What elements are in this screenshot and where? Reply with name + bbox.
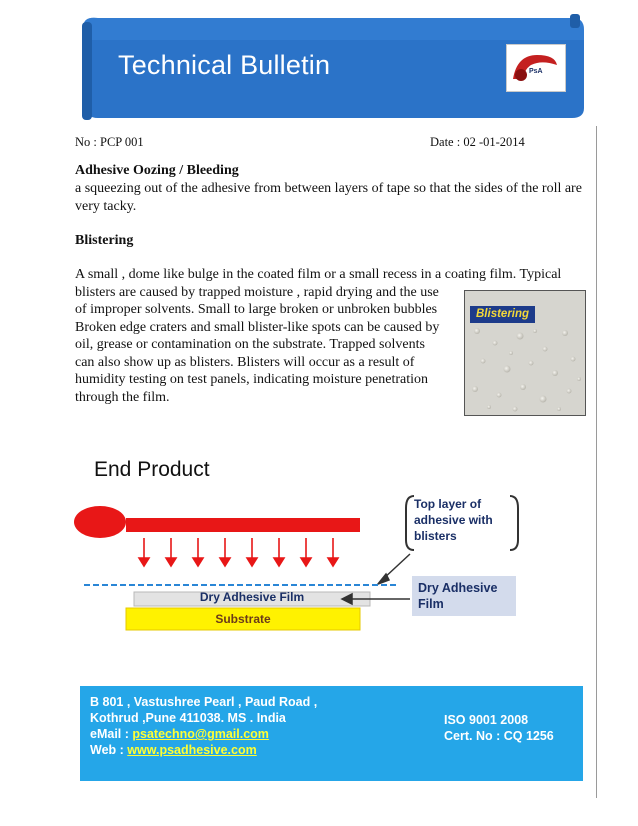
bulletin-number: No : PCP 001 <box>75 135 144 149</box>
web-row: Web : www.psadhesive.com <box>90 743 257 757</box>
bulletin-date: Date : 02 -01-2014 <box>430 135 525 149</box>
blistering-line: oil, grease or contamination on the substrate. Trapped solvents <box>75 337 425 352</box>
blistering-line: of improper solvents. Small to large broken or unbroken bubbles <box>75 302 438 317</box>
tape-roll-blob <box>74 506 126 538</box>
blistering-photo-label: Blistering <box>470 306 535 323</box>
substrate-label: Substrate <box>215 612 271 626</box>
email-row: eMail : psatechno@gmail.com <box>90 727 269 741</box>
blistering-line: humidity testing on test panels, indicating moisture penetration <box>75 372 429 387</box>
iso-certification: ISO 9001 2008 <box>444 713 529 727</box>
adhesive-top-layer <box>126 518 360 532</box>
down-arrows-icon <box>139 538 338 566</box>
page-title: Technical Bulletin <box>118 50 331 80</box>
logo-text: PsA <box>529 68 543 75</box>
dry-adhesive-note: Dry Adhesive Film <box>418 581 498 611</box>
page-border-line <box>596 126 597 798</box>
top-layer-note: Top layer of adhesive with blisters <box>414 497 493 543</box>
logo-icon <box>507 45 565 91</box>
blistering-line: A small , dome like bulge in the coated film or a small recess in a coating film. Typical <box>75 267 562 282</box>
pointer-arrow-icon <box>378 554 410 584</box>
blistering-line: blisters are caused by trapped moisture , rapid drying and the use <box>75 284 439 300</box>
address-line-2: Kothrud ,Pune 411038. MS . India <box>90 711 286 725</box>
certificate-number: Cert. No : CQ 1256 <box>444 729 554 743</box>
section-heading-oozing: Adhesive Oozing / Bleeding <box>75 163 239 178</box>
section-body-oozing: a squeezing out of the adhesive from between layers of tape so that the sides of the roll are very tacky. <box>75 181 582 214</box>
diagram-title: End Product <box>94 458 210 481</box>
company-logo <box>506 44 566 92</box>
blistering-line: through the film. <box>75 389 170 405</box>
section-heading-blistering: Blistering <box>75 233 134 248</box>
website-link[interactable]: www.psadhesive.com <box>127 743 257 757</box>
dry-adhesive-film-label: Dry Adhesive Film <box>199 590 305 604</box>
blistering-line: can also show up as blisters. Blisters will occur as a result of <box>75 354 415 370</box>
email-link[interactable]: psatechno@gmail.com <box>132 727 269 741</box>
address-line-1: B 801 , Vastushree Pearl , Paud Road , <box>90 695 318 709</box>
note-bracket-left <box>406 496 414 550</box>
blistering-line: Broken edge craters and small blister-like spots can be caused by <box>75 319 440 335</box>
